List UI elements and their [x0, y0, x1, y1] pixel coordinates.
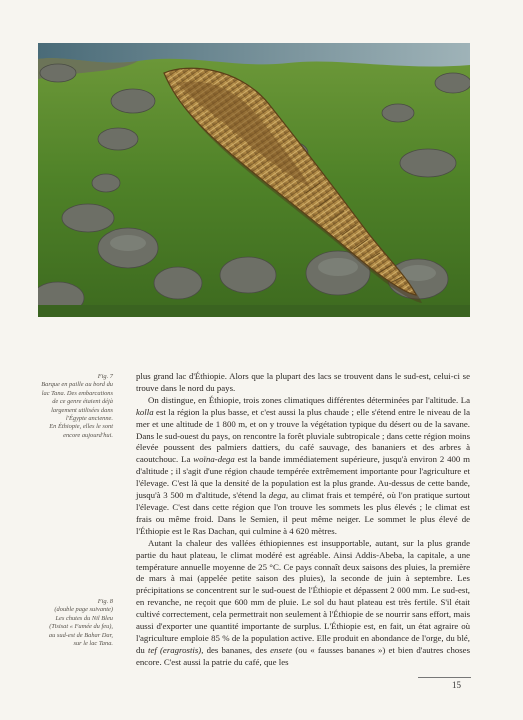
page-number: 15	[452, 680, 461, 690]
caption-line: (Tisisat « Fumée du feu),	[49, 623, 113, 631]
caption-line: En Éthiopie, elles le sont	[49, 423, 113, 431]
figure-8-caption	[23, 598, 113, 648]
caption-line: encore aujourd'hui.	[63, 431, 113, 439]
caption-line: largement utilisées dans	[51, 406, 113, 414]
footer-rule	[418, 677, 471, 678]
caption-line: sur le lac Tana.	[73, 640, 113, 648]
caption-line: lac Tana. Des embarcations	[41, 389, 113, 397]
caption-line: au sud-est de Bahar Dar,	[48, 631, 113, 639]
caption-line: l'Égypte ancienne.	[65, 415, 113, 423]
reed-boat-illustration	[38, 43, 470, 317]
figure-7-caption	[23, 373, 113, 440]
caption-line: Barque en paille au bord du	[41, 381, 113, 389]
paragraph-1: plus grand lac d'Éthiopie. Alors que la plupart des lacs se trouvent dans le sud-est, celui-ci se trouve dans le nord du pays.	[136, 371, 470, 393]
caption-line: (double page suivante)	[54, 606, 113, 614]
body-text	[136, 371, 470, 669]
reed-boat-photo	[38, 43, 470, 317]
figure-7-number: Fig. 7	[97, 373, 113, 380]
paragraph-3: Autant la chaleur des vallées éthiopiennes est insupportable, autant, sur la plus grande partie du haut plateau, le climat modéré est agréable. Ainsi Addis-Abeba, la capitale, a une température annuelle moyenne de 25 °C. Ce pays connaît deux saisons des pluies, la première de mars à mai (appelée petite saison des pluies), la seconde de juin à septembre. Les précipitations se concentrent sur le sud-ouest de l'Éthiopie et dépassent 2 000 mm. Le sud-est, en revanche, ne reçoit que 600 mm de pluie. Le sol du haut plateau est très fertile. S'il était cultivé correctement, cela permettrait non seulement à l'Éthiopie de se nourrir sans effort, mais aussi d'exporter une quantité importante de surplus. L'Éthiopie est, en fait, un état agraire où l'agriculture emploie 85 % de la population active. Elle produit en abondance de l'orge, du blé, du tef (eragrostis), des bananes, des ensete (ou « fausses bananes ») et bien d'autres choses encore. C'est aussi la patrie du café, que les	[136, 537, 470, 667]
paragraph-2: On distingue, en Éthiopie, trois zones climatiques différentes déterminées par l'altitude. La kolla est la région la plus basse, et c'est aussi la plus chaude ; elle s'étend entre le niveau de la mer et une altitude de 1 800 m, et on y trouve la végétation typique du désert ou de la savane. Dans le sud-ouest du pays, on rencontre la forêt pluviale subtropicale ; dans cette région moins élevée poussent des palmiers dattiers, du café sauvage, des bananiers et des arbres à caoutchouc. La woïna-dega est la bande immédiatement supérieure, jusqu'à environ 2 400 m d'altitude ; il s'agit d'une région chaude tempérée extrêmement importante pour l'agriculture et l'élevage. C'est là que la densité de la population est la plus grande. Au-dessus de cette bande, jusqu'à 3 500 m d'altitude, s'étend la dega, au climat frais et tempéré, où l'on pratique surtout l'élevage. C'est dans cette région que l'on trouve les sommets les plus élevés ; le climat est frais ou même froid. Dans le Semien, il peut même neiger. Le sommet le plus élevé de l'Éthiopie est le Ras Dachan, qui culmine à 4 620 mètres.	[136, 394, 470, 536]
figure-8-number: Fig. 8	[97, 598, 113, 605]
caption-line: Les chutes du Nil Bleu	[55, 614, 113, 622]
caption-line: de ce genre étaient déjà	[52, 398, 113, 406]
